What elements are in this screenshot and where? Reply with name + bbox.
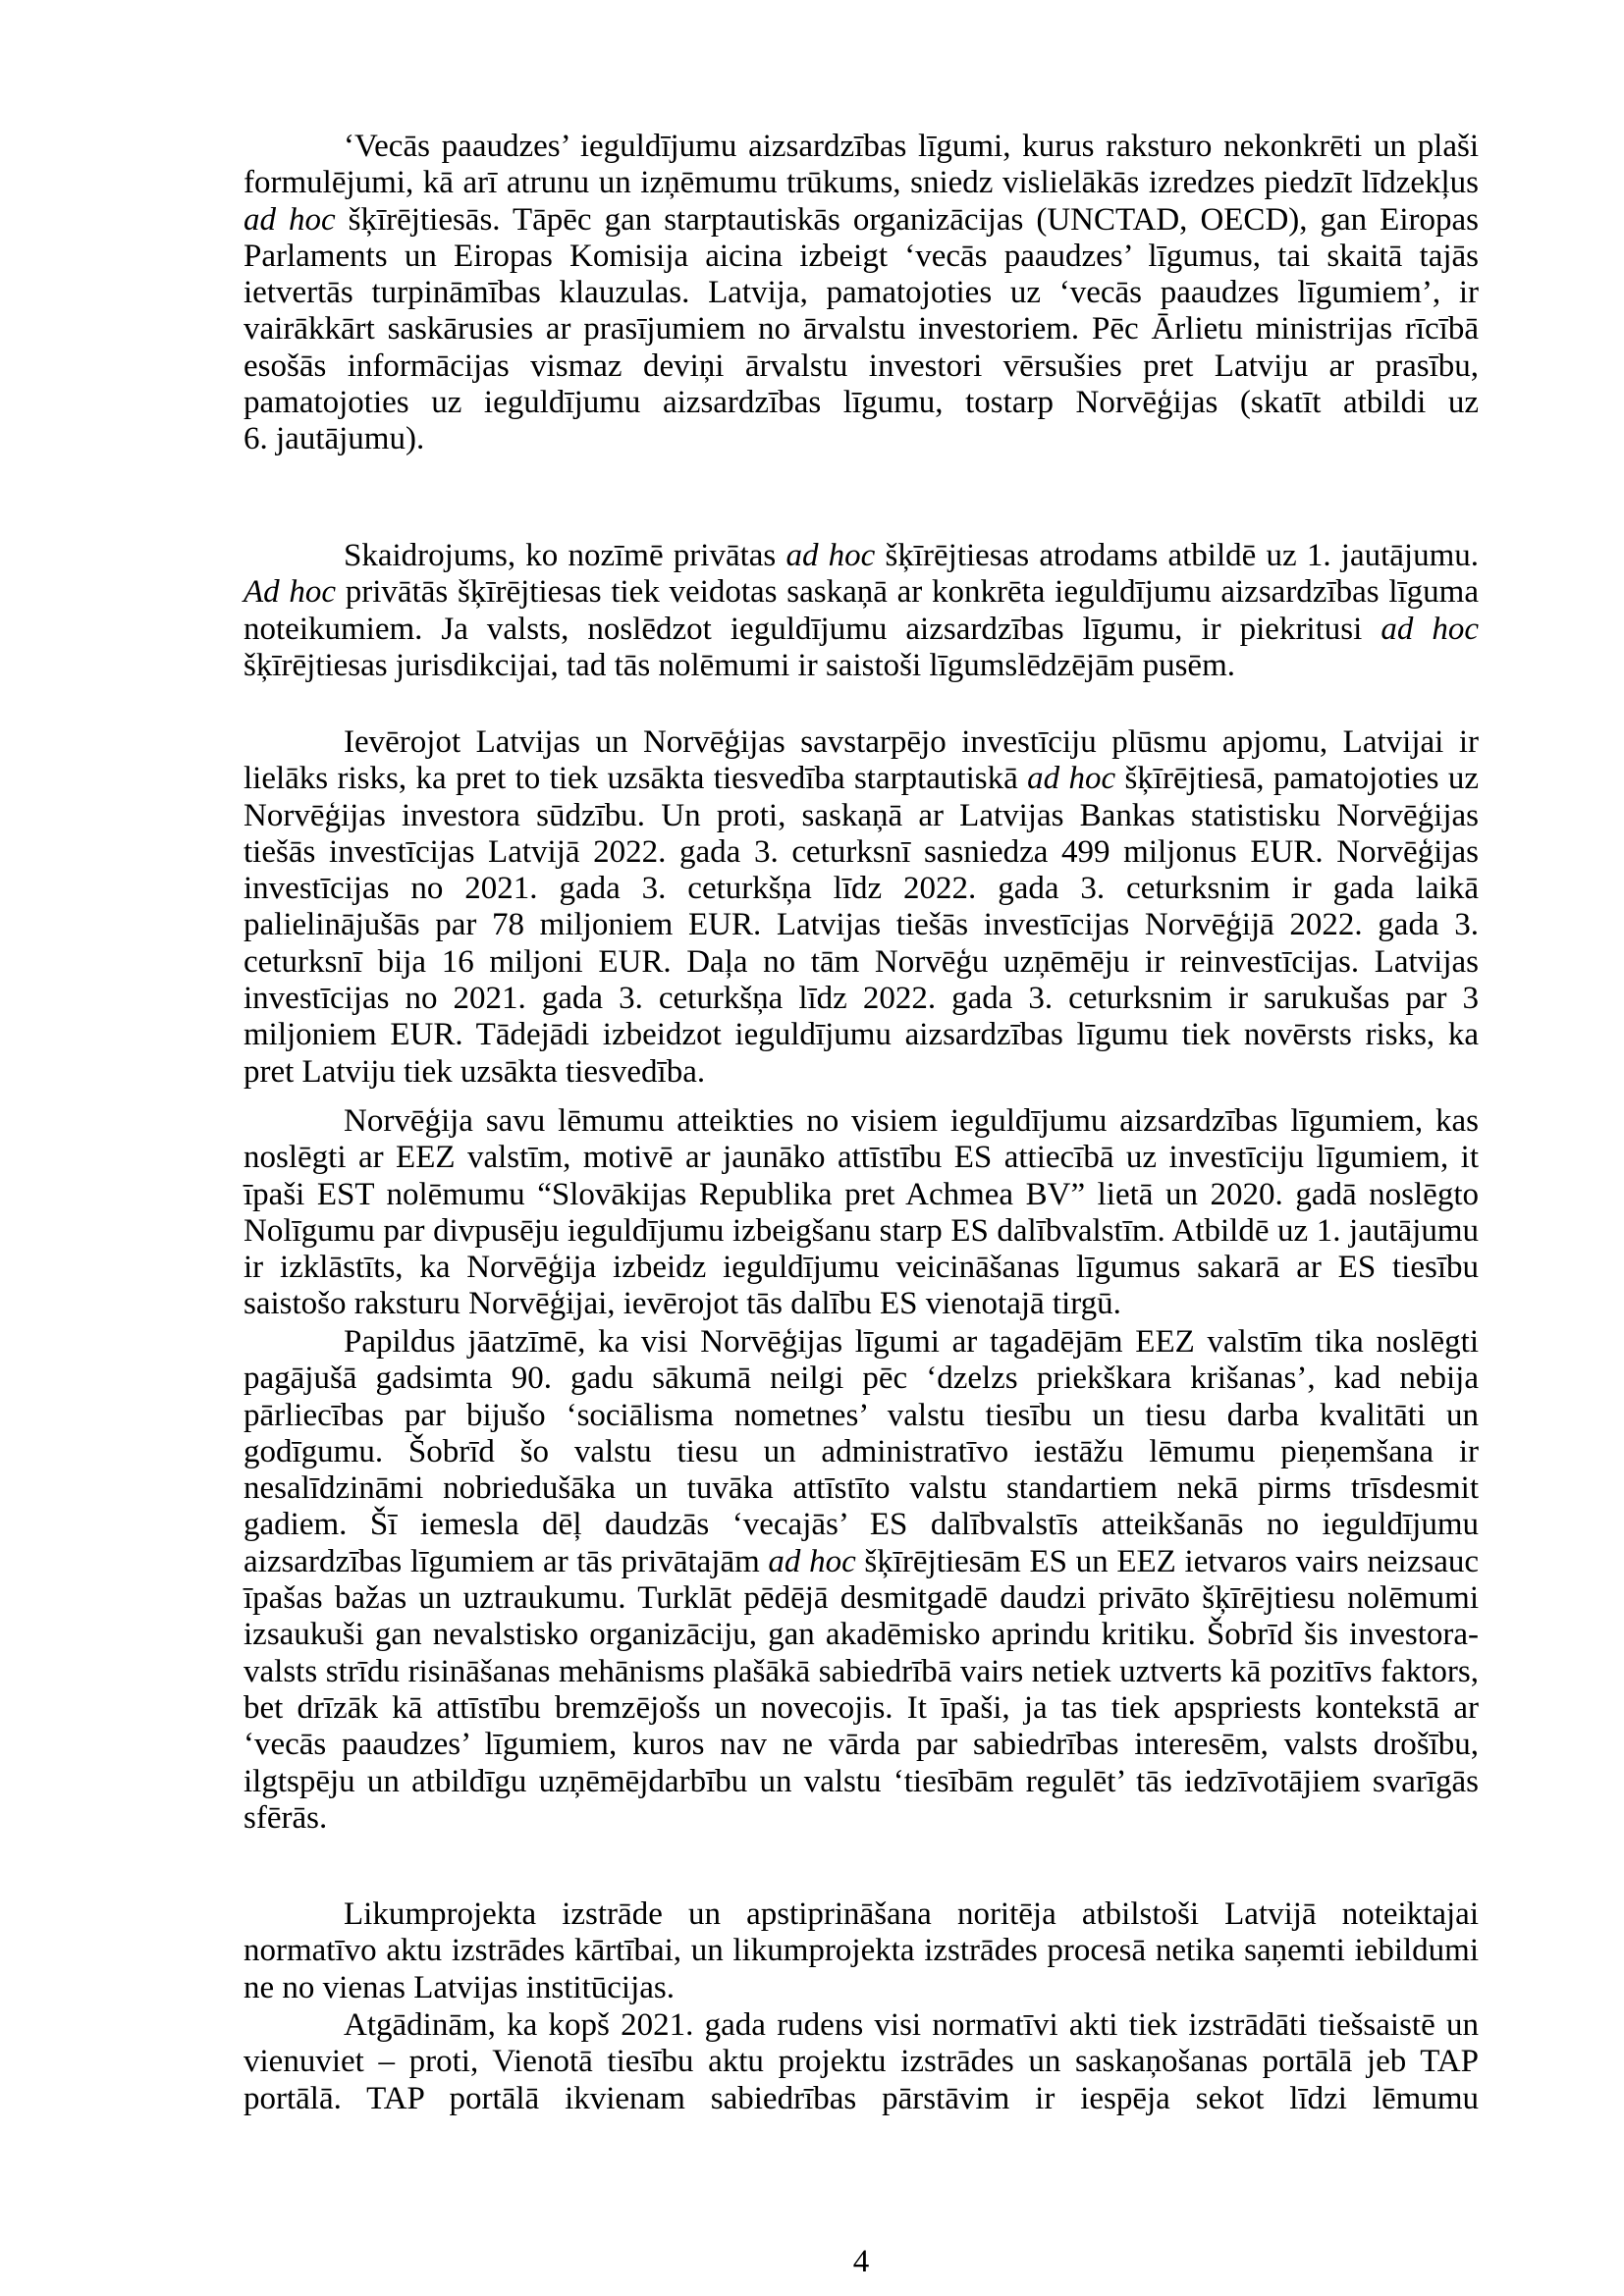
text-line xyxy=(244,348,1479,385)
text-line xyxy=(244,1017,1479,1053)
text-segment: aizsardzības līgumiem ar tās privātajām xyxy=(244,1543,769,1579)
text-segment: pārliecības par bijušo ‘sociālisma nometnes’ valstu tiesību un tiesu darba kvalitāti un xyxy=(244,1397,1479,1433)
text-segment: pret Latviju tiek uzsākta tiesvedība. xyxy=(244,1053,706,1090)
text-segment: ilgtspēju un atbildīgu uzņēmējdarbību un valstu ‘tiesībām regulēt’ tās iedzīvotājiem svarīgās xyxy=(244,1763,1479,1799)
text-line xyxy=(244,275,1479,311)
text-segment: valsts strīdu risināšanas mehānisms plašākā sabiedrībā vairs netiek uztverts kā pozitīvs faktors, xyxy=(244,1653,1479,1689)
text-segment: esošās informācijas vismaz deviņi ārvalstu investori vērsušies pret Latviju ar prasību, xyxy=(244,347,1479,384)
text-line xyxy=(244,724,1479,761)
text-line xyxy=(244,981,1479,1017)
text-line xyxy=(244,1434,1479,1470)
text-segment: ietvertās turpināmības klauzulas. Latvija, pamatojoties uz ‘vecās paaudzes līgumiem’, ir xyxy=(244,275,1479,311)
text-segment: īpaši EST nolēmumu “Slovākijas Republika pret Achmea BV” lietā un 2020. gadā noslēgto xyxy=(244,1176,1479,1212)
text-segment: Parlaments un Eiropas Komisija aicina izbeigt ‘vecās paaudzes’ līgumus, tai skaitā tajās xyxy=(244,238,1479,274)
paragraph-drafting-process xyxy=(244,1896,1479,2006)
text-segment: šķīrējtiesas atrodams atbildē uz 1. jautājumu. xyxy=(875,538,1479,573)
text-segment: šķīrējtiesām ES un EEZ ietvaros vairs neizsauc xyxy=(855,1543,1479,1579)
text-line xyxy=(244,165,1479,201)
paragraph-investment-flows xyxy=(244,724,1479,1091)
text-line xyxy=(244,944,1479,981)
text-line xyxy=(244,1140,1479,1176)
italic-term: ad hoc xyxy=(244,201,336,238)
text-line xyxy=(244,1507,1479,1543)
text-line xyxy=(244,538,1479,574)
text-segment: šķīrējtiesās. Tāpēc gan starptautiskās organizācijas (UNCTAD, OECD), gan Eiropas xyxy=(335,201,1479,238)
text-line xyxy=(244,612,1479,648)
text-segment: investīcijas no 2021. gada 3. ceturkšņa līdz 2022. gada 3. ceturksnim ir gada laikā xyxy=(244,871,1479,907)
paragraph-ad-hoc-explanation xyxy=(244,538,1479,684)
text-segment: miljoniem EUR. Tādejādi izbeidzot ieguldījumu aizsardzības līgumu tiek novērsts risks, ka xyxy=(244,1017,1479,1053)
text-line xyxy=(244,798,1479,834)
text-line xyxy=(244,239,1479,275)
text-line xyxy=(244,2044,1479,2080)
text-segment: Atgādinām, ka kopš 2021. gada rudens visi normatīvi akti tiek izstrādāti tiešsaistē un xyxy=(344,2007,1479,2043)
page-number: 4 xyxy=(852,2244,870,2279)
text-segment: ne no vienas Latvijas institūcijas. xyxy=(244,1969,675,2005)
text-line xyxy=(244,907,1479,943)
text-line xyxy=(244,1896,1479,1933)
text-segment: Nolīgumu par divpusēju ieguldījumu izbeigšanu starp ES dalībvalstīm. Atbildē uz 1. jautājumu xyxy=(244,1212,1479,1249)
text-line xyxy=(244,648,1479,684)
text-line xyxy=(244,1690,1479,1727)
text-line xyxy=(244,1286,1479,1322)
text-segment: ‘vecās paaudzes’ līgumiem, kuros nav ne vārda par sabiedrības interesēm, valsts drošību, xyxy=(244,1727,1479,1763)
text-line xyxy=(244,1324,1479,1361)
italic-term: Ad hoc xyxy=(244,574,337,611)
text-segment: īpašas bažas un uztraukumu. Turklāt pēdējā desmitgadē daudzi privāto šķīrējtiesu nolēmumi xyxy=(244,1580,1479,1617)
text-segment: gadiem. Šī iemesla dēļ daudzās ‘vecajās’ ES dalībvalstīs atteikšanās no ieguldījumu xyxy=(244,1507,1479,1543)
text-line xyxy=(244,385,1479,421)
text-line xyxy=(244,1470,1479,1507)
text-line xyxy=(244,1970,1479,2006)
text-segment: saistošo raksturu Norvēģijai, ievērojot tās dalību ES vienotajā tirgū. xyxy=(244,1286,1121,1322)
italic-term: ad hoc xyxy=(768,1543,856,1579)
text-line xyxy=(244,871,1479,907)
text-line xyxy=(244,421,1479,457)
text-segment: noslēgti ar EEZ valstīm, motivē ar jaunāko attīstību ES attiecībā uz investīciju līgumiem, it xyxy=(244,1140,1479,1176)
text-segment: lielāks risks, ka pret to tiek uzsākta tiesvedība starptautiskā xyxy=(244,761,1028,797)
text-segment: formulējumi, kā arī atrunu un izņēmumu trūkums, sniedz vislielākās izredzes piedzīt līdzekļus xyxy=(244,165,1479,201)
text-segment: palielinājušās par 78 miljoniem EUR. Latvijas tiešās investīcijas Norvēģijā 2022. gada 3. xyxy=(244,907,1479,943)
text-line xyxy=(244,1727,1479,1763)
text-segment: Skaidrojums, ko nozīmē privātas xyxy=(344,538,786,573)
text-line xyxy=(244,2007,1479,2044)
text-segment: ‘Vecās paaudzes’ ieguldījumu aizsardzības līgumi, kurus raksturo nekonkrēti un plaši xyxy=(344,129,1479,164)
text-segment: 6. jautājumu). xyxy=(244,421,425,457)
paragraph-norway-decision xyxy=(244,1103,1479,1323)
text-line xyxy=(244,1177,1479,1213)
text-segment: Likumprojekta izstrāde un apstiprināšana noritēja atbilstoši Latvijā noteiktajai xyxy=(344,1896,1479,1932)
text-segment: Ievērojot Latvijas un Norvēģijas savstarpējo investīciju plūsmu apjomu, Latvijai ir xyxy=(344,724,1479,760)
text-segment: privātās šķīrējtiesas tiek veidotas saskaņā ar konkrēta ieguldījumu aizsardzības līguma xyxy=(336,574,1479,611)
text-line xyxy=(244,834,1479,871)
text-segment: godīgumu. Šobrīd šo valstu tiesu un administratīvo iestāžu lēmumu pieņemšana ir xyxy=(244,1433,1479,1469)
text-segment: noteikumiem. Ja valsts, noslēdzot ieguldījumu aizsardzības līgumu, ir piekritusi xyxy=(244,611,1381,647)
text-line xyxy=(244,1580,1479,1617)
text-line xyxy=(244,311,1479,347)
text-segment: pagājušā gadsimta 90. gadu sākumā neilgi pēc ‘dzelzs priekškara krišanas’, kad nebija xyxy=(244,1361,1479,1397)
text-line xyxy=(244,761,1479,797)
text-line xyxy=(244,1398,1479,1434)
text-line xyxy=(244,1250,1479,1286)
text-line xyxy=(244,1933,1479,1969)
text-segment: izsaukuši gan nevalstisko organizāciju, gan akadēmisko aprindu kritiku. Šobrīd šis investora- xyxy=(244,1617,1479,1653)
text-segment: tiešās investīcijas Latvijā 2022. gada 3. ceturksnī sasniedza 499 miljonus EUR. Norvēģijas xyxy=(244,833,1479,870)
paragraph-additional-notes xyxy=(244,1324,1479,1837)
text-line xyxy=(244,2081,1479,2117)
text-segment: normatīvo aktu izstrādes kārtībai, un likumprojekta izstrādes procesā netika saņemti iebildumi xyxy=(244,1933,1479,1969)
text-line xyxy=(244,1544,1479,1580)
text-segment: šķīrējtiesas jurisdikcijai, tad tās nolēmumi ir saistoši līgumslēdzējām pusēm. xyxy=(244,647,1235,683)
text-line xyxy=(244,1764,1479,1800)
text-segment: bet drīzāk kā attīstību bremzējošs un novecojis. It īpaši, ja tas tiek apspriests kontekstā ar xyxy=(244,1689,1479,1726)
paragraph-old-generation-treaties xyxy=(244,129,1479,458)
text-segment: vienuviet – proti, Vienotā tiesību aktu projektu izstrādes un saskaņošanas portālā jeb TAP xyxy=(244,2044,1479,2080)
text-line xyxy=(244,1617,1479,1653)
text-segment: Norvēģija savu lēmumu atteikties no visiem ieguldījumu aizsardzības līgumiem, kas xyxy=(344,1103,1479,1139)
text-line xyxy=(244,1361,1479,1397)
text-segment: portālā. TAP portālā ikvienam sabiedrības pārstāvim ir iespēja sekot līdzi lēmumu xyxy=(244,2080,1479,2116)
text-segment: investīcijas no 2021. gada 3. ceturkšņa līdz 2022. gada 3. ceturksnim ir sarukušas par 3 xyxy=(244,981,1479,1017)
text-segment: pamatojoties uz ieguldījumu aizsardzības līgumu, tostarp Norvēģijas (skatīt atbildi uz xyxy=(244,385,1479,421)
paragraph-tap-portal xyxy=(244,2007,1479,2117)
text-segment: nesalīdzināmi nobriedušāka un tuvāka attīstīto valstu standartiem nekā pirms trīsdesmit xyxy=(244,1470,1479,1507)
text-segment: Papildus jāatzīmē, ka visi Norvēģijas līgumi ar tagadējām EEZ valstīm tika noslēgti xyxy=(344,1324,1479,1360)
text-segment: sfērās. xyxy=(244,1799,328,1836)
text-line xyxy=(244,1800,1479,1837)
text-segment: Norvēģijas investora sūdzību. Un proti, saskaņā ar Latvijas Bankas statistisku Norvēģijas xyxy=(244,797,1479,833)
text-line xyxy=(244,1103,1479,1140)
text-segment: šķīrējtiesā, pamatojoties uz xyxy=(1115,761,1479,797)
text-line xyxy=(244,1054,1479,1091)
text-line xyxy=(244,574,1479,611)
text-line xyxy=(244,1213,1479,1250)
italic-term: ad hoc xyxy=(1380,611,1479,647)
text-line xyxy=(244,1654,1479,1690)
italic-term: ad hoc xyxy=(1027,761,1116,797)
italic-term: ad hoc xyxy=(785,538,876,573)
text-line xyxy=(244,202,1479,239)
text-segment: ir izklāstīts, ka Norvēģija izbeidz ieguldījumu veicināšanas līgumus sakarā ar ES tiesību xyxy=(244,1250,1479,1286)
text-line xyxy=(244,129,1479,165)
text-segment: vairākkārt saskārusies ar prasījumiem no ārvalstu investoriem. Pēc Ārlietu ministrijas rīcībā xyxy=(244,311,1479,347)
text-segment: ceturksnī bija 16 miljoni EUR. Daļa no tām Norvēģu uzņēmēju ir reinvestīcijas. Latvijas xyxy=(244,943,1479,980)
